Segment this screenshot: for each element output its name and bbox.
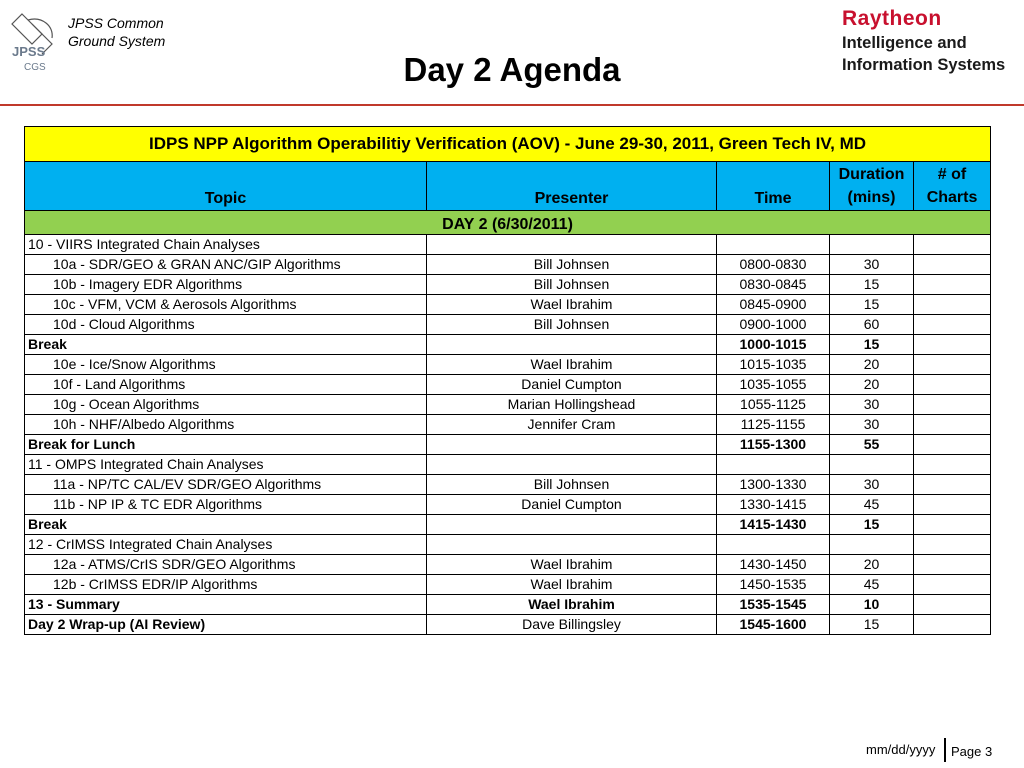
topic-cell: 10g - Ocean Algorithms [25,395,427,415]
table-row [25,575,991,595]
org-line-1: JPSS Common [68,15,164,31]
presenter-cell: Wael Ibrahim [427,355,717,375]
header-presenter: Presenter [427,162,717,211]
duration-cell: 30 [830,255,914,275]
topic-cell: 10d - Cloud Algorithms [25,315,427,335]
table-row [25,335,991,355]
header-charts-line1: # of [937,166,967,183]
footer-date: mm/dd/yyyy [866,742,936,757]
table-row [25,275,991,295]
topic-cell: 10h - NHF/Albedo Algorithms [25,415,427,435]
duration-cell: 15 [830,295,914,315]
header-duration-line1: Duration [838,166,905,183]
organization-name [68,14,165,50]
charts-cell [914,455,991,475]
time-cell: 1300-1330 [717,475,830,495]
time-cell: 1330-1415 [717,495,830,515]
duration-cell [830,235,914,255]
table-row [25,515,991,535]
charts-cell [914,235,991,255]
duration-cell: 20 [830,355,914,375]
topic-cell: Break [25,335,427,355]
presenter-cell [427,515,717,535]
charts-cell [914,555,991,575]
header-charts-line2: Charts [926,189,978,206]
time-cell: 1545-1600 [717,615,830,635]
time-cell: 1035-1055 [717,375,830,395]
presenter-cell: Wael Ibrahim [427,555,717,575]
raytheon-logo [842,6,1005,76]
time-cell: 0800-0830 [717,255,830,275]
presenter-cell [427,235,717,255]
table-row [25,415,991,435]
charts-cell [914,395,991,415]
duration-cell: 30 [830,475,914,495]
logo-jpss-text: JPSS [12,44,46,59]
charts-cell [914,575,991,595]
topic-cell: Day 2 Wrap-up (AI Review) [25,615,427,635]
page-number: Page 3 [951,744,993,759]
day-label: DAY 2 (6/30/2011) [25,211,991,235]
presenter-cell [427,455,717,475]
table-header-row [25,162,991,211]
header-time: Time [717,162,830,211]
charts-cell [914,595,991,615]
table-row [25,355,991,375]
table-row [25,615,991,635]
table-row [25,595,991,615]
time-cell: 1015-1035 [717,355,830,375]
charts-cell [914,375,991,395]
time-cell: 1000-1015 [717,335,830,355]
presenter-cell: Wael Ibrahim [427,595,717,615]
table-row [25,495,991,515]
time-cell [717,455,830,475]
charts-cell [914,615,991,635]
header-divider [0,104,1024,106]
org-line-2: Ground System [68,33,166,49]
charts-cell [914,335,991,355]
presenter-cell: Bill Johnsen [427,255,717,275]
topic-cell: 10f - Land Algorithms [25,375,427,395]
presenter-cell: Jennifer Cram [427,415,717,435]
time-cell: 0830-0845 [717,275,830,295]
duration-cell: 15 [830,515,914,535]
table-row [25,255,991,275]
time-cell: 1055-1125 [717,395,830,415]
time-cell: 1415-1430 [717,515,830,535]
topic-cell: 10b - Imagery EDR Algorithms [25,275,427,295]
time-cell: 0900-1000 [717,315,830,335]
duration-cell: 15 [830,615,914,635]
header-charts [914,162,991,211]
charts-cell [914,475,991,495]
duration-cell: 45 [830,495,914,515]
table-title-row [25,127,991,162]
presenter-cell: Daniel Cumpton [427,375,717,395]
agenda-table [24,126,991,635]
duration-cell: 30 [830,415,914,435]
charts-cell [914,255,991,275]
duration-cell [830,535,914,555]
presenter-cell [427,435,717,455]
presenter-cell [427,535,717,555]
presenter-cell: Bill Johnsen [427,315,717,335]
raytheon-brand: Raytheon [842,7,942,30]
presenter-cell: Wael Ibrahim [427,575,717,595]
table-row [25,475,991,495]
table-row [25,395,991,415]
time-cell: 1155-1300 [717,435,830,455]
topic-cell: Break for Lunch [25,435,427,455]
table-row [25,315,991,335]
charts-cell [914,355,991,375]
duration-cell: 20 [830,375,914,395]
presenter-cell: Dave Billingsley [427,615,717,635]
table-row [25,455,991,475]
presenter-cell: Bill Johnsen [427,475,717,495]
topic-cell: 10a - SDR/GEO & GRAN ANC/GIP Algorithms [25,255,427,275]
presenter-cell: Daniel Cumpton [427,495,717,515]
topic-cell: 10 - VIIRS Integrated Chain Analyses [25,235,427,255]
table-row [25,235,991,255]
charts-cell [914,435,991,455]
time-cell: 1450-1535 [717,575,830,595]
table-row [25,535,991,555]
time-cell [717,535,830,555]
time-cell: 0845-0900 [717,295,830,315]
duration-cell [830,455,914,475]
header-duration [830,162,914,211]
logo-cgs-text: CGS [24,62,46,73]
presenter-cell: Bill Johnsen [427,275,717,295]
charts-cell [914,515,991,535]
topic-cell: 12b - CrIMSS EDR/IP Algorithms [25,575,427,595]
charts-cell [914,315,991,335]
table-title: IDPS NPP Algorithm Operabilitiy Verification (AOV) - June 29-30, 2011, Green Tech IV, MD [25,127,991,162]
presenter-cell: Marian Hollingshead [427,395,717,415]
time-cell [717,235,830,255]
table-row [25,555,991,575]
time-cell: 1535-1545 [717,595,830,615]
table-row [25,295,991,315]
topic-cell: Break [25,515,427,535]
header-topic: Topic [25,162,427,211]
topic-cell: 12a - ATMS/CrIS SDR/GEO Algorithms [25,555,427,575]
topic-cell: 13 - Summary [25,595,427,615]
table-row [25,375,991,395]
duration-cell: 20 [830,555,914,575]
topic-cell: 10e - Ice/Snow Algorithms [25,355,427,375]
duration-cell: 15 [830,335,914,355]
page-title: Day 2 Agenda [403,51,621,88]
duration-cell: 30 [830,395,914,415]
topic-cell: 12 - CrIMSS Integrated Chain Analyses [25,535,427,555]
duration-cell: 10 [830,595,914,615]
charts-cell [914,535,991,555]
charts-cell [914,415,991,435]
agenda-table-container [24,126,990,635]
division-line-1: Intelligence and [842,34,967,52]
duration-cell: 55 [830,435,914,455]
duration-cell: 60 [830,315,914,335]
charts-cell [914,295,991,315]
presenter-cell [427,335,717,355]
time-cell: 1430-1450 [717,555,830,575]
day-label-row [25,211,991,235]
table-row [25,435,991,455]
topic-cell: 11 - OMPS Integrated Chain Analyses [25,455,427,475]
presenter-cell: Wael Ibrahim [427,295,717,315]
header-duration-line2: (mins) [847,189,896,206]
charts-cell [914,275,991,295]
raytheon-division [842,32,1005,76]
duration-cell: 45 [830,575,914,595]
topic-cell: 11b - NP IP & TC EDR Algorithms [25,495,427,515]
footer-divider [944,738,946,762]
topic-cell: 11a - NP/TC CAL/EV SDR/GEO Algorithms [25,475,427,495]
division-line-2: Information Systems [842,56,1006,74]
topic-cell: 10c - VFM, VCM & Aerosols Algorithms [25,295,427,315]
duration-cell: 15 [830,275,914,295]
time-cell: 1125-1155 [717,415,830,435]
charts-cell [914,495,991,515]
